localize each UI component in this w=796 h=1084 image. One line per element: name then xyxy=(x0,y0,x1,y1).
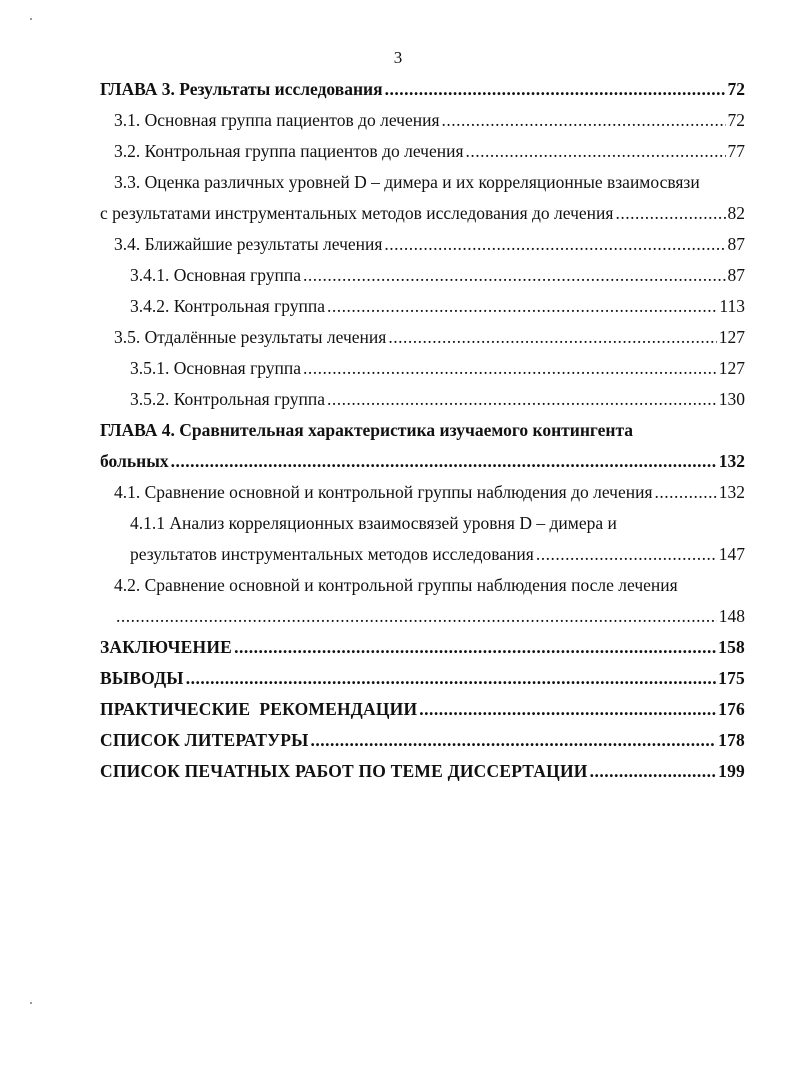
toc-entry-conclusion[interactable] xyxy=(100,632,745,663)
toc-entry-4-2-line2[interactable] xyxy=(100,601,745,632)
toc-leader-dots xyxy=(388,322,716,353)
page-number: 3 xyxy=(393,48,403,67)
toc-entry-title: ГЛАВА 4. Сравнительная характеристика изучаемого контингента xyxy=(100,420,634,440)
toc-entry-publications[interactable] xyxy=(100,756,745,787)
toc-entry-page: 127 xyxy=(718,327,745,347)
toc-entry-4-2-line1[interactable] xyxy=(100,570,745,601)
toc-entry-title: 3.1. Основная группа пациентов до лечения xyxy=(114,110,440,130)
toc-entry-title: 3.5. Отдалённые результаты лечения xyxy=(114,327,387,347)
toc-entry-title: 3.4.1. Основная группа xyxy=(130,265,302,285)
toc-entry-title: СПИСОК ПЕЧАТНЫХ РАБОТ ПО ТЕМЕ ДИССЕРТАЦИИ xyxy=(100,761,588,781)
toc-leader-dots xyxy=(186,663,716,694)
toc-leader-dots xyxy=(615,198,725,229)
toc-leader-dots xyxy=(303,260,725,291)
toc-leader-dots xyxy=(466,136,726,167)
toc-entry-page: 82 xyxy=(727,203,745,223)
toc-entry-title: результатов инструментальных методов исследования xyxy=(130,544,534,564)
toc-leader-dots xyxy=(419,694,716,725)
toc-leader-dots xyxy=(116,601,717,632)
toc-entry-4-1-1-line1[interactable] xyxy=(100,508,745,539)
toc-leader-dots xyxy=(311,725,717,756)
toc-entry-3-1[interactable] xyxy=(100,105,745,136)
toc-entry-title: с результатами инструментальных методов исследования до лечения xyxy=(100,203,614,223)
toc-entry-3-3-line1[interactable] xyxy=(100,167,745,198)
toc-leader-dots xyxy=(234,632,716,663)
toc-leader-dots xyxy=(327,384,717,415)
toc-entry-page: 127 xyxy=(718,358,745,378)
toc-entry-title: 3.2. Контрольная группа пациентов до лечения xyxy=(114,141,464,161)
toc-entry-page: 199 xyxy=(718,761,745,781)
toc-entry-3-3-line2[interactable] xyxy=(100,198,745,229)
toc-entry-title: СПИСОК ЛИТЕРАТУРЫ xyxy=(100,730,309,750)
toc-entry-chapter-3[interactable] xyxy=(100,74,745,105)
toc-entry-4-1-1-line2[interactable] xyxy=(100,539,745,570)
toc-leader-dots xyxy=(384,229,725,260)
toc-entry-page: 132 xyxy=(718,451,745,471)
toc-entry-4-1[interactable] xyxy=(100,477,745,508)
scan-speck xyxy=(30,18,32,20)
toc-entry-3-5-2[interactable] xyxy=(100,384,745,415)
toc-entry-title: 4.1. Сравнение основной и контрольной группы наблюдения до лечения xyxy=(114,482,653,502)
toc-leader-dots xyxy=(171,446,717,477)
toc-leader-dots xyxy=(536,539,717,570)
toc-entry-page: 72 xyxy=(727,110,745,130)
toc-leader-dots xyxy=(655,477,717,508)
toc-entry-page: 175 xyxy=(718,668,745,688)
toc-entry-page: 87 xyxy=(727,234,745,254)
toc-entry-3-5-1[interactable] xyxy=(100,353,745,384)
toc-entry-page: 77 xyxy=(727,141,745,161)
toc-entry-references[interactable] xyxy=(100,725,745,756)
toc-entry-title: 4.2. Сравнение основной и контрольной группы наблюдения после лечения xyxy=(114,575,678,595)
toc-entry-practical-recommendations[interactable] xyxy=(100,694,745,725)
toc-entry-title: 3.4.2. Контрольная группа xyxy=(130,296,326,316)
toc-entry-title: 3.3. Оценка различных уровней D – димера и их корреляционные взаимосвязи xyxy=(114,172,700,192)
toc-entry-title: 3.5.2. Контрольная группа xyxy=(130,389,326,409)
toc-leader-dots xyxy=(385,74,726,105)
toc-entry-chapter-4-line1[interactable] xyxy=(100,415,745,446)
toc-entry-title: ПРАКТИЧЕСКИЕ РЕКОМЕНДАЦИИ xyxy=(100,699,418,719)
toc-leader-dots xyxy=(303,353,717,384)
toc-entry-chapter-4-line2[interactable] xyxy=(100,446,745,477)
toc-entry-title: ГЛАВА 3. Результаты исследования xyxy=(100,79,383,99)
toc-entry-title: больных xyxy=(100,451,169,471)
toc-entry-3-2[interactable] xyxy=(100,136,745,167)
toc-leader-dots xyxy=(442,105,726,136)
toc-entry-page: 132 xyxy=(718,482,745,502)
toc-entry-page: 130 xyxy=(718,389,745,409)
toc-entry-title: ВЫВОДЫ xyxy=(100,668,184,688)
toc-entry-title: 3.4. Ближайшие результаты лечения xyxy=(114,234,383,254)
toc-entry-page: 176 xyxy=(718,699,745,719)
toc-entry-page: 72 xyxy=(727,79,745,99)
toc-entry-title: 3.5.1. Основная группа xyxy=(130,358,302,378)
toc-entry-3-4[interactable] xyxy=(100,229,745,260)
toc-entry-title: 4.1.1 Анализ корреляционных взаимосвязей уровня D – димера и xyxy=(130,513,617,533)
toc-leader-dots xyxy=(327,291,717,322)
toc-entry-3-4-2[interactable] xyxy=(100,291,745,322)
toc-entry-3-4-1[interactable] xyxy=(100,260,745,291)
scan-speck xyxy=(30,1002,32,1004)
toc-leader-dots xyxy=(590,756,717,787)
toc-entry-page: 178 xyxy=(718,730,745,750)
toc-entry-page: 158 xyxy=(718,637,745,657)
toc-entry-page: 87 xyxy=(727,265,745,285)
toc-entry-page: 147 xyxy=(718,544,745,564)
toc-entry-3-5[interactable] xyxy=(100,322,745,353)
toc-entry-page: 113 xyxy=(719,296,745,316)
toc-entry-findings[interactable] xyxy=(100,663,745,694)
toc-entry-title: ЗАКЛЮЧЕНИЕ xyxy=(100,637,233,657)
table-of-contents xyxy=(100,74,745,787)
toc-entry-page: 148 xyxy=(718,606,745,626)
